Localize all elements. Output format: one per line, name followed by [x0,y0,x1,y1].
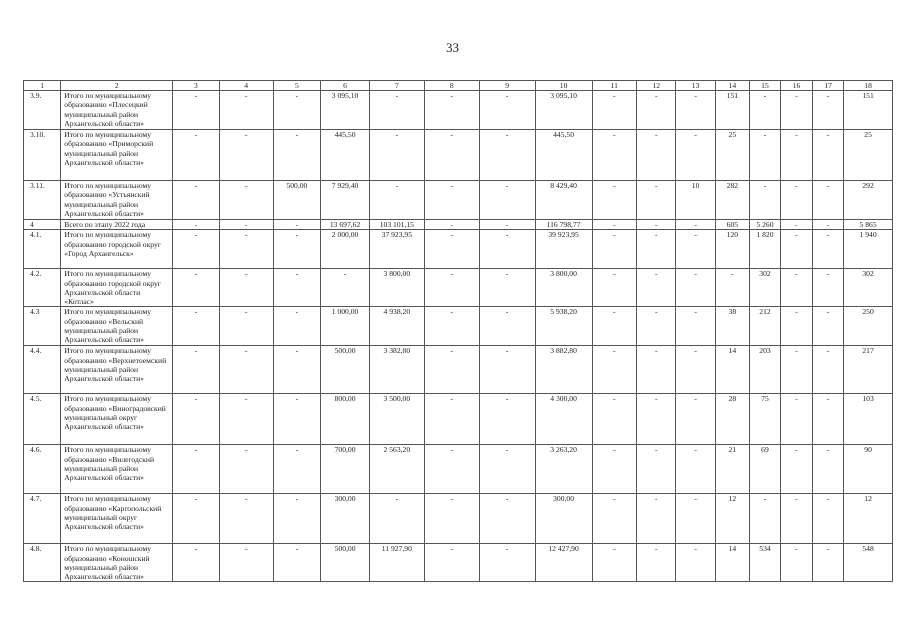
value-cell: 14 [715,346,749,394]
value-cell: 120 [715,230,749,269]
value-cell: - [676,346,715,394]
value-cell: 203 [749,346,780,394]
value-cell: - [813,130,844,181]
value-cell: - [219,130,273,181]
value-cell: 212 [749,307,780,346]
value-cell: - [219,394,273,445]
value-cell: - [592,220,637,230]
value-cell: - [592,91,637,130]
value-cell: - [273,307,321,346]
value-cell: - [637,394,676,445]
value-cell: - [676,394,715,445]
value-cell: 5 938,20 [535,307,592,346]
value-cell: - [479,269,535,307]
row-label-cell: Итого по муниципальному образованию «Коношский муниципальный район Архангельской области» [61,544,173,582]
value-cell: - [173,445,220,494]
table-row [24,130,893,181]
value-cell: - [781,394,813,445]
row-number-cell: 3.11. [24,181,61,220]
row-label-cell: Итого по муниципальному образованию «Устьянский муниципальный район Архангельской области» [61,181,173,220]
value-cell: 38 [715,307,749,346]
table-row [24,91,893,130]
value-cell: - [749,181,780,220]
row-label-cell: Итого по муниципальному образованию «Виноградовский муниципальный округ Архангельской области» [61,394,173,445]
value-cell: - [321,269,370,307]
value-cell: - [479,394,535,445]
value-cell: - [676,91,715,130]
row-number-cell: 4.3 [24,307,61,346]
value-cell: - [273,220,321,230]
data-table [23,80,893,582]
value-cell: 28 [715,394,749,445]
value-cell: - [781,181,813,220]
value-cell: - [424,230,479,269]
row-label-cell: Итого по муниципальному образованию городской округ «Город Архангельск» [61,230,173,269]
value-cell: 4 938,20 [369,307,424,346]
value-cell: 292 [844,181,893,220]
value-cell: 5 865 [844,220,893,230]
table-row [24,445,893,494]
row-number-cell: 4.4. [24,346,61,394]
value-cell: - [637,494,676,544]
value-cell: - [479,346,535,394]
value-cell: 2 563,20 [369,445,424,494]
value-cell: 3 382,80 [369,346,424,394]
value-cell: 21 [715,445,749,494]
value-cell: 1 000,00 [321,307,370,346]
value-cell: 605 [715,220,749,230]
value-cell: - [369,181,424,220]
column-header: 18 [844,81,893,91]
value-cell: - [219,220,273,230]
value-cell: 3 500,00 [369,394,424,445]
value-cell: - [273,445,321,494]
value-cell: - [273,130,321,181]
value-cell: - [219,91,273,130]
column-header: 2 [61,81,173,91]
value-cell: - [637,230,676,269]
value-cell: 3 800,00 [369,269,424,307]
value-cell: - [781,346,813,394]
value-cell: - [173,130,220,181]
value-cell: 12 [715,494,749,544]
value-cell: - [592,230,637,269]
table-row [24,394,893,445]
value-cell: 800,00 [321,394,370,445]
value-cell: - [637,269,676,307]
value-cell: 12 [844,494,893,544]
value-cell: - [813,494,844,544]
value-cell: 103 [844,394,893,445]
row-number-cell: 4.1. [24,230,61,269]
row-number-cell: 4.8. [24,544,61,582]
value-cell: - [676,269,715,307]
column-header: 9 [479,81,535,91]
value-cell: - [813,181,844,220]
value-cell: - [219,445,273,494]
value-cell: - [479,544,535,582]
table-row [24,220,893,230]
value-cell: - [813,269,844,307]
row-number-cell: 4.7. [24,494,61,544]
value-cell: 14 [715,544,749,582]
value-cell: - [219,494,273,544]
value-cell: 300,00 [321,494,370,544]
value-cell: - [273,346,321,394]
value-cell: - [781,544,813,582]
value-cell: - [637,445,676,494]
value-cell: 25 [844,130,893,181]
table-header-row [24,81,893,91]
value-cell: - [173,494,220,544]
value-cell: - [637,346,676,394]
value-cell: 1 820 [749,230,780,269]
column-header: 14 [715,81,749,91]
column-header: 10 [535,81,592,91]
value-cell: - [813,394,844,445]
value-cell: 302 [749,269,780,307]
value-cell: 90 [844,445,893,494]
value-cell: 69 [749,445,780,494]
value-cell: 2 000,00 [321,230,370,269]
value-cell: - [479,91,535,130]
value-cell: - [676,230,715,269]
value-cell: - [781,494,813,544]
value-cell: - [479,181,535,220]
value-cell: - [219,346,273,394]
value-cell: - [676,445,715,494]
page-number: 33 [446,40,459,55]
value-cell: 151 [844,91,893,130]
value-cell: - [479,494,535,544]
value-cell: 534 [749,544,780,582]
column-header: 13 [676,81,715,91]
value-cell: 7 929,40 [321,181,370,220]
value-cell: - [173,220,220,230]
row-label-cell: Итого по муниципальному образованию «Плесецкий муниципальный район Архангельской области» [61,91,173,130]
value-cell: 282 [715,181,749,220]
row-label-cell: Итого по муниципальному образованию «Приморский муниципальный район Архангельской области» [61,130,173,181]
value-cell: - [273,494,321,544]
row-label-cell: Итого по муниципальному образованию «Вельский муниципальный район Архангельской области» [61,307,173,346]
value-cell: 5 260 [749,220,780,230]
value-cell: - [715,269,749,307]
value-cell: - [273,394,321,445]
value-cell: 3 882,80 [535,346,592,394]
value-cell: 8 429,40 [535,181,592,220]
value-cell: - [813,544,844,582]
value-cell: 39 923,95 [535,230,592,269]
value-cell: - [676,220,715,230]
value-cell: - [637,181,676,220]
value-cell: - [219,230,273,269]
value-cell: - [273,91,321,130]
value-cell: - [749,91,780,130]
value-cell: - [637,307,676,346]
column-header: 6 [321,81,370,91]
value-cell: - [813,220,844,230]
value-cell: - [424,544,479,582]
value-cell: 11 927,90 [369,544,424,582]
value-cell: - [173,394,220,445]
value-cell: 151 [715,91,749,130]
value-cell: - [424,130,479,181]
value-cell: - [592,181,637,220]
value-cell: - [781,307,813,346]
table-row [24,346,893,394]
value-cell: 103 101,15 [369,220,424,230]
value-cell: - [219,544,273,582]
table-row [24,230,893,269]
column-header: 1 [24,81,61,91]
value-cell: - [676,544,715,582]
value-cell: - [173,269,220,307]
value-cell: 10 [676,181,715,220]
row-number-cell: 3.10. [24,130,61,181]
value-cell: 25 [715,130,749,181]
value-cell: - [781,130,813,181]
row-label-cell: Всего по этапу 2022 года [61,220,173,230]
table-row [24,269,893,307]
value-cell: - [173,230,220,269]
value-cell: - [173,181,220,220]
column-header: 16 [781,81,813,91]
value-cell: - [749,130,780,181]
value-cell: - [173,346,220,394]
value-cell: 300,00 [535,494,592,544]
row-number-cell: 4 [24,220,61,230]
value-cell: - [781,445,813,494]
value-cell: - [424,346,479,394]
value-cell: - [479,220,535,230]
row-label-cell: Итого по муниципальному образованию «Вилегодский муниципальный район Архангельской области» [61,445,173,494]
row-number-cell: 4.6. [24,445,61,494]
column-header: 7 [369,81,424,91]
value-cell: - [273,544,321,582]
value-cell: - [479,230,535,269]
value-cell: - [637,130,676,181]
value-cell: - [424,394,479,445]
value-cell: - [592,346,637,394]
value-cell: 12 427,90 [535,544,592,582]
value-cell: - [369,91,424,130]
table-row [24,544,893,582]
value-cell: - [219,181,273,220]
value-cell: - [592,130,637,181]
value-cell: - [676,494,715,544]
value-cell: - [813,445,844,494]
value-cell: - [676,130,715,181]
value-cell: - [219,307,273,346]
row-number-cell: 4.5. [24,394,61,445]
value-cell: - [273,230,321,269]
row-number-cell: 3.9. [24,91,61,130]
value-cell: 3 263,20 [535,445,592,494]
value-cell: 250 [844,307,893,346]
value-cell: 4 300,00 [535,394,592,445]
value-cell: 217 [844,346,893,394]
value-cell: - [219,269,273,307]
value-cell: 700,00 [321,445,370,494]
value-cell: 302 [844,269,893,307]
value-cell: - [637,544,676,582]
value-cell: - [749,494,780,544]
row-label-cell: Итого по муниципальному образованию «Каргопольский муниципальный округ Архангельской области» [61,494,173,544]
value-cell: - [592,445,637,494]
value-cell: - [424,494,479,544]
value-cell: - [592,494,637,544]
row-label-cell: Итого по муниципальному образованию городской округ Архангельской области «Котлас» [61,269,173,307]
column-header: 4 [219,81,273,91]
column-header: 17 [813,81,844,91]
value-cell: 3 800,00 [535,269,592,307]
value-cell: - [424,445,479,494]
value-cell: - [813,307,844,346]
value-cell: 3 095,10 [321,91,370,130]
column-header: 8 [424,81,479,91]
value-cell: - [424,181,479,220]
value-cell: 445,50 [535,130,592,181]
value-cell: - [781,269,813,307]
value-cell: - [369,130,424,181]
value-cell: - [592,544,637,582]
value-cell: 1 940 [844,230,893,269]
value-cell: 37 923,95 [369,230,424,269]
value-cell: - [173,91,220,130]
value-cell: 500,00 [273,181,321,220]
value-cell: - [424,307,479,346]
column-header: 11 [592,81,637,91]
value-cell: - [637,220,676,230]
row-number-cell: 4.2. [24,269,61,307]
table-row [24,494,893,544]
column-header: 12 [637,81,676,91]
row-label-cell: Итого по муниципальному образованию «Верхнетоемский муниципальный район Архангельской области» [61,346,173,394]
value-cell: 75 [749,394,780,445]
value-cell: - [637,91,676,130]
value-cell: - [813,230,844,269]
value-cell: 500,00 [321,346,370,394]
column-header: 3 [173,81,220,91]
value-cell: 13 697,62 [321,220,370,230]
value-cell: - [781,230,813,269]
value-cell: - [592,307,637,346]
value-cell: - [369,494,424,544]
value-cell: - [813,346,844,394]
value-cell: - [424,220,479,230]
table-row [24,181,893,220]
value-cell: 445,50 [321,130,370,181]
value-cell: 116 798,77 [535,220,592,230]
value-cell: - [424,269,479,307]
value-cell: - [479,130,535,181]
value-cell: - [781,220,813,230]
value-cell: - [173,307,220,346]
value-cell: - [676,307,715,346]
value-cell: - [813,91,844,130]
value-cell: - [781,91,813,130]
value-cell: - [479,307,535,346]
value-cell: 3 095,10 [535,91,592,130]
value-cell: - [424,91,479,130]
value-cell: 500,00 [321,544,370,582]
table-row [24,307,893,346]
value-cell: - [479,445,535,494]
value-cell: 548 [844,544,893,582]
value-cell: - [273,269,321,307]
column-header: 15 [749,81,780,91]
value-cell: - [173,544,220,582]
column-header: 5 [273,81,321,91]
value-cell: - [592,394,637,445]
value-cell: - [592,269,637,307]
